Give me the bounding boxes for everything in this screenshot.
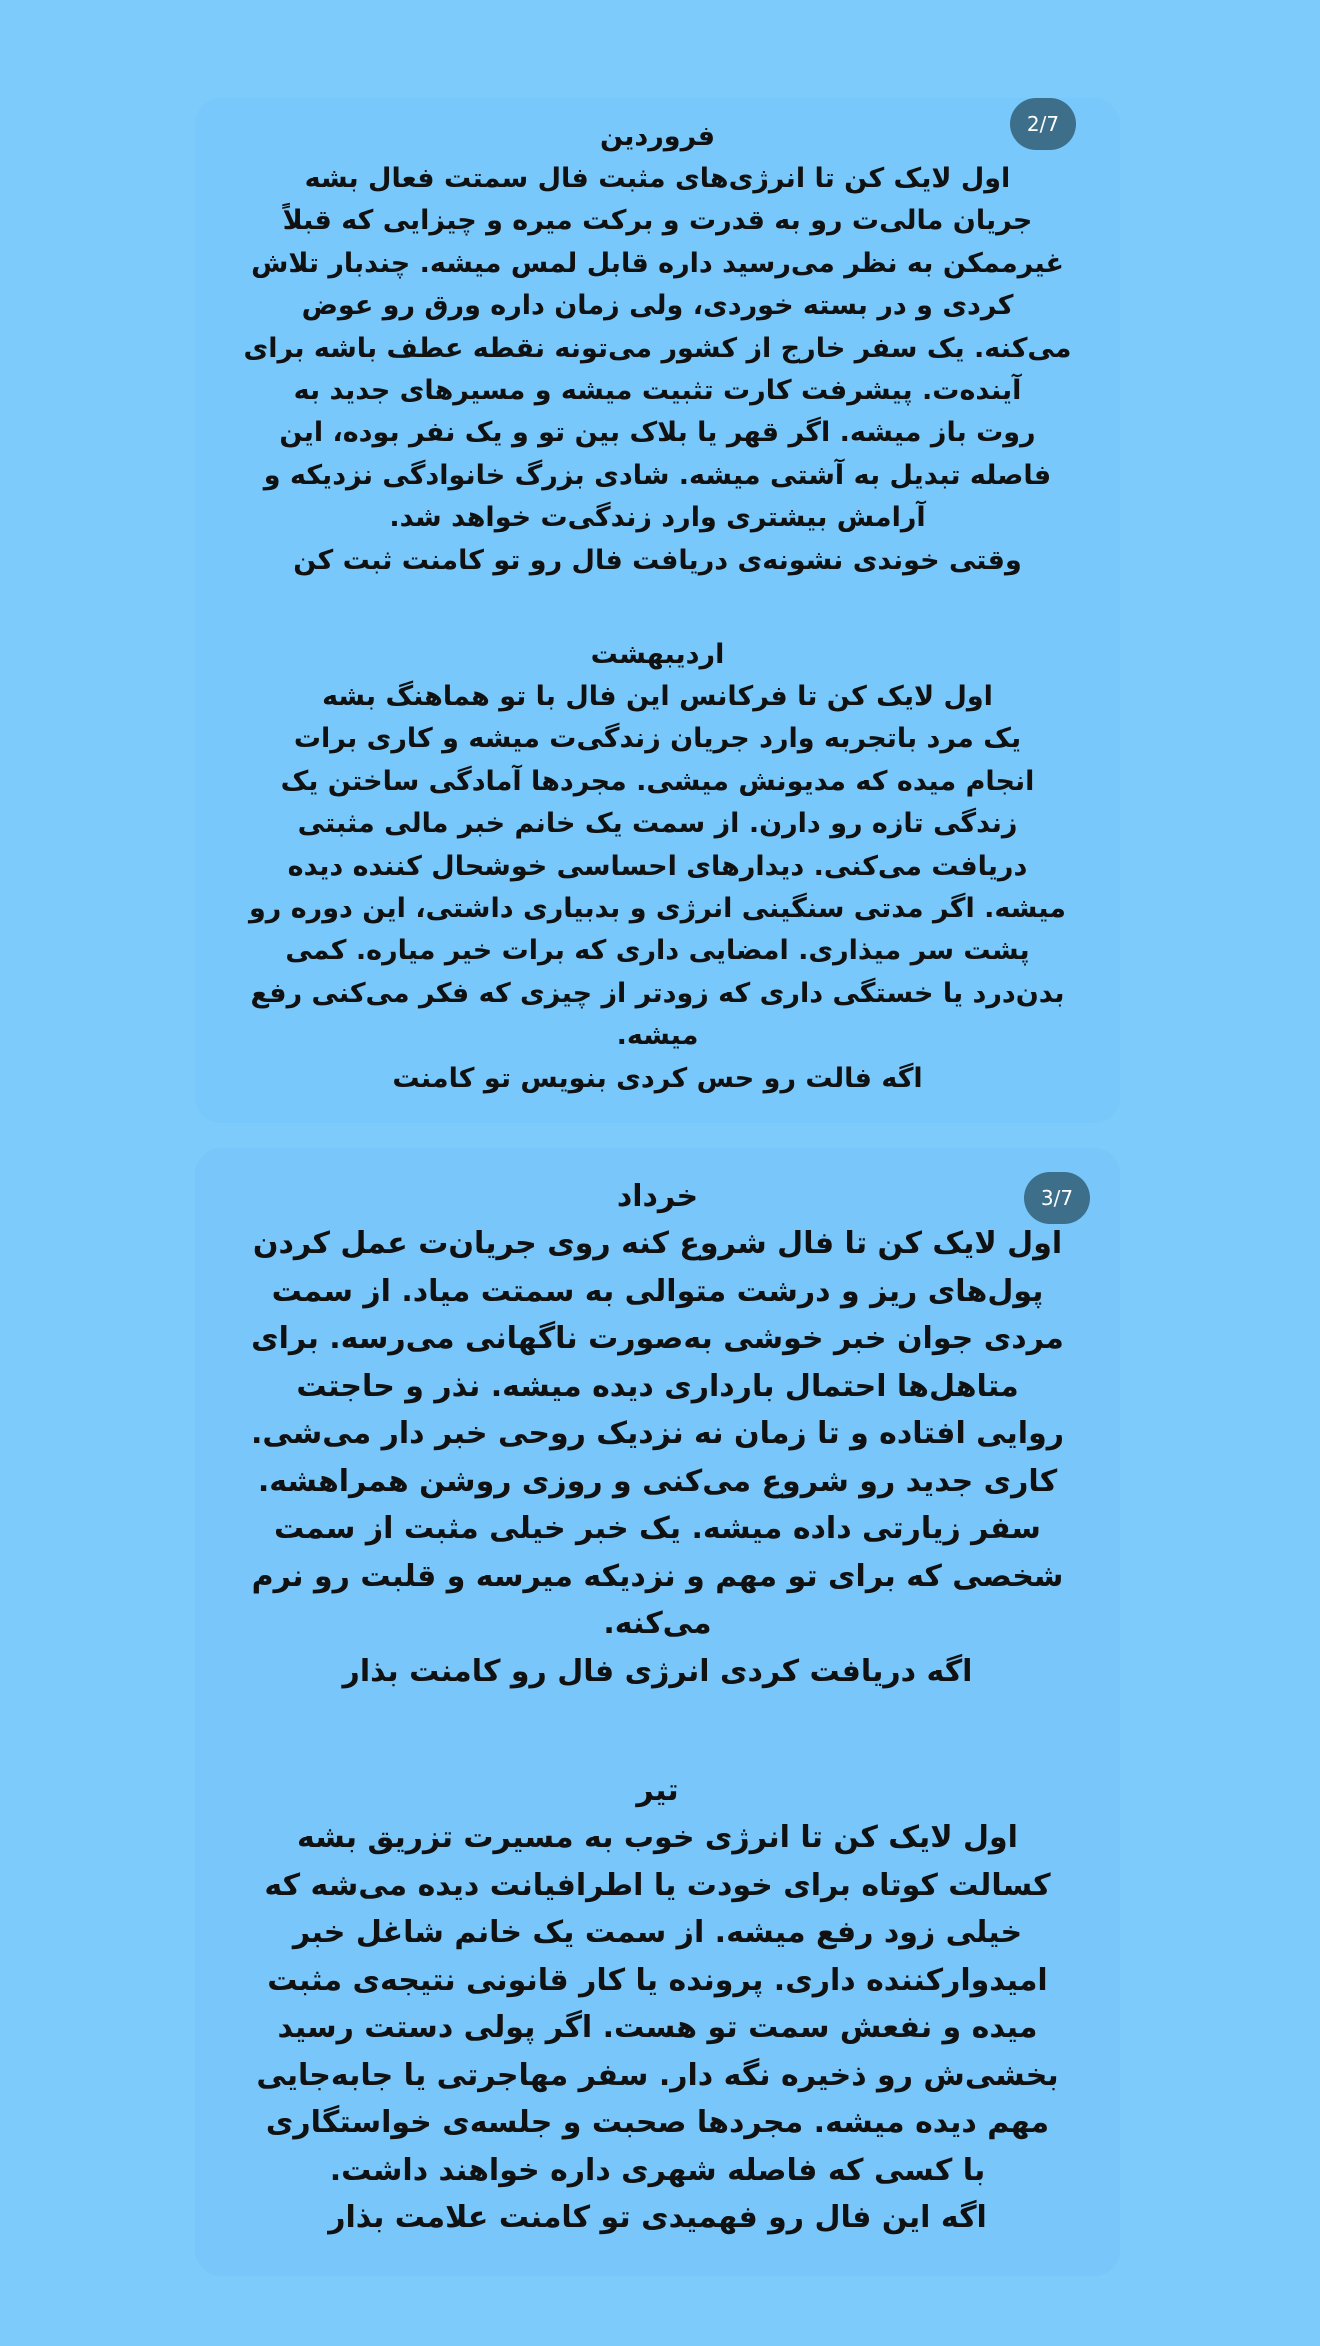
text-line: انجام میده که مدیونش میشی. مجردها آمادگی ساختن یک <box>280 765 1035 797</box>
text-line: میشه. <box>616 1020 699 1052</box>
text-line: فاصله تبدیل به آشتی میشه. شادی بزرگ خانوادگی نزدیکه و <box>263 459 1052 491</box>
text-line: می‌کنه. یک سفر خارج از کشور می‌تونه نقطه عطف باشه برای <box>243 332 1072 364</box>
text-line: روایی افتاده و تا زمان نه نزدیک روحی خبر دار می‌شی. <box>250 1416 1064 1451</box>
month-title: فروردین <box>599 121 716 152</box>
month-section-farvardin <box>195 116 1120 582</box>
text-line: امیدوارکننده داری. پرونده یا کار قانونی نتیجه‌ی مثبت <box>267 1962 1048 1998</box>
text-line: متاهل‌ها احتمال بارداری دیده میشه. نذر و حاجتت <box>296 1368 1019 1404</box>
story-panel-2 <box>195 1148 1120 2276</box>
call-to-action-line: وقتی خوندی نشونه‌ی دریافت فال رو تو کامنت ثبت کن <box>293 544 1022 576</box>
text-line: آرامش بیشتری وارد زندگی‌ت خواهد شد. <box>389 502 926 534</box>
month-title: خرداد <box>616 1179 699 1214</box>
call-to-action-line: اگه این فال رو فهمیدی تو کامنت علامت بذار <box>328 2200 987 2235</box>
text-line: زندگی تازه رو دارن. از سمت یک خانم خبر مالی مثبتی <box>297 808 1018 840</box>
text-line: بدن‌درد یا خستگی داری که زودتر از چیزی که فکر می‌کنی رفع <box>250 977 1065 1009</box>
text-line: غیرممکن به نظر می‌رسید داره قابل لمس میشه. چندبار تلاش <box>251 247 1064 279</box>
text-line: میشه. اگر مدتی سنگینی انرژی و بدبیاری داشتی، این دوره رو <box>249 893 1066 925</box>
text-line: کاری جدید رو شروع می‌کنی و روزی روشن همراهشه. <box>257 1463 1058 1499</box>
text-line: سفر زیارتی داده میشه. یک خبر خیلی مثبت از سمت <box>274 1511 1041 1546</box>
month-title: اردیبهشت <box>590 639 725 670</box>
text-line: کسالت کوتاه برای خودت یا اطرافیانت دیده می‌شه که <box>264 1867 1051 1903</box>
text-line: با کسی که فاصله شهری داره خواهند داشت. <box>329 2152 986 2188</box>
month-section-khordad <box>195 1174 1120 1695</box>
text-line: مهم دیده میشه. مجردها صحبت و جلسه‌ی خواستگاری <box>265 2105 1050 2140</box>
month-section-ordibehesht <box>195 634 1120 1100</box>
text-line: مردی جوان خبر خوشی به‌صورت ناگهانی می‌رسه. برای <box>251 1321 1064 1356</box>
call-to-action-line: اگه دریافت کردی انرژی فال رو کامنت بذار <box>342 1653 973 1689</box>
month-section-tir <box>195 1768 1120 2242</box>
text-line: اول لایک کن تا انرژی خوب به مسیرت تزریق بشه <box>297 1820 1018 1855</box>
text-line: شخصی که برای تو مهم و نزدیکه میرسه و قلبت رو نرم <box>251 1558 1064 1594</box>
text-line: دریافت می‌کنی. دیدارهای احساسی خوشحال کننده دیده <box>287 850 1028 882</box>
text-line: پول‌های ریز و درشت متوالی به سمتت میاد. از سمت <box>271 1273 1044 1309</box>
text-line: آینده‌ت. پیشرفت کارت تثبیت میشه و مسیرهای جدید به <box>293 375 1022 407</box>
text-line: میده و نفعش سمت تو هست. اگر پولی دستت رسید <box>277 2010 1038 2045</box>
text-line: اول لایک کن تا فرکانس این فال با تو هماهنگ بشه <box>322 681 993 712</box>
text-line: بخشی‌ش رو ذخیره نگه دار. سفر مهاجرتی یا جابه‌جایی <box>256 2057 1059 2093</box>
page-counter-badge: 2/7 <box>1010 98 1076 150</box>
text-line: کردی و در بسته خوردی، ولی زمان داره ورق رو عوض <box>301 290 1014 322</box>
text-line: می‌کنه. <box>603 1606 712 1641</box>
month-title: تیر <box>636 1773 679 1808</box>
text-line: جریان مالی‌ت رو به قدرت و برکت میره و چیزایی که قبلاً <box>282 205 1033 237</box>
text-line: اول لایک کن تا فال شروع کنه روی جریان‌ت عمل کردن <box>252 1226 1063 1261</box>
text-line: پشت سر میذاری. امضایی داری که برات خیر میاره. کمی <box>285 935 1030 967</box>
text-line: خیلی زود رفع میشه. از سمت یک خانم شاغل خبر <box>292 1915 1023 1950</box>
story-panel-1 <box>195 98 1120 1123</box>
text-line: روت باز میشه. اگر قهر یا بلاک بین تو و یک نفر بوده، این <box>279 417 1036 449</box>
text-line: یک مرد باتجربه وارد جریان زندگی‌ت میشه و کاری برات <box>293 723 1022 755</box>
page-counter-badge: 3/7 <box>1024 1172 1090 1224</box>
call-to-action-line: اگه فالت رو حس کردی بنویس تو کامنت <box>392 1062 923 1094</box>
text-line: اول لایک کن تا انرژی‌های مثبت فال سمتت فعال بشه <box>304 163 1011 194</box>
